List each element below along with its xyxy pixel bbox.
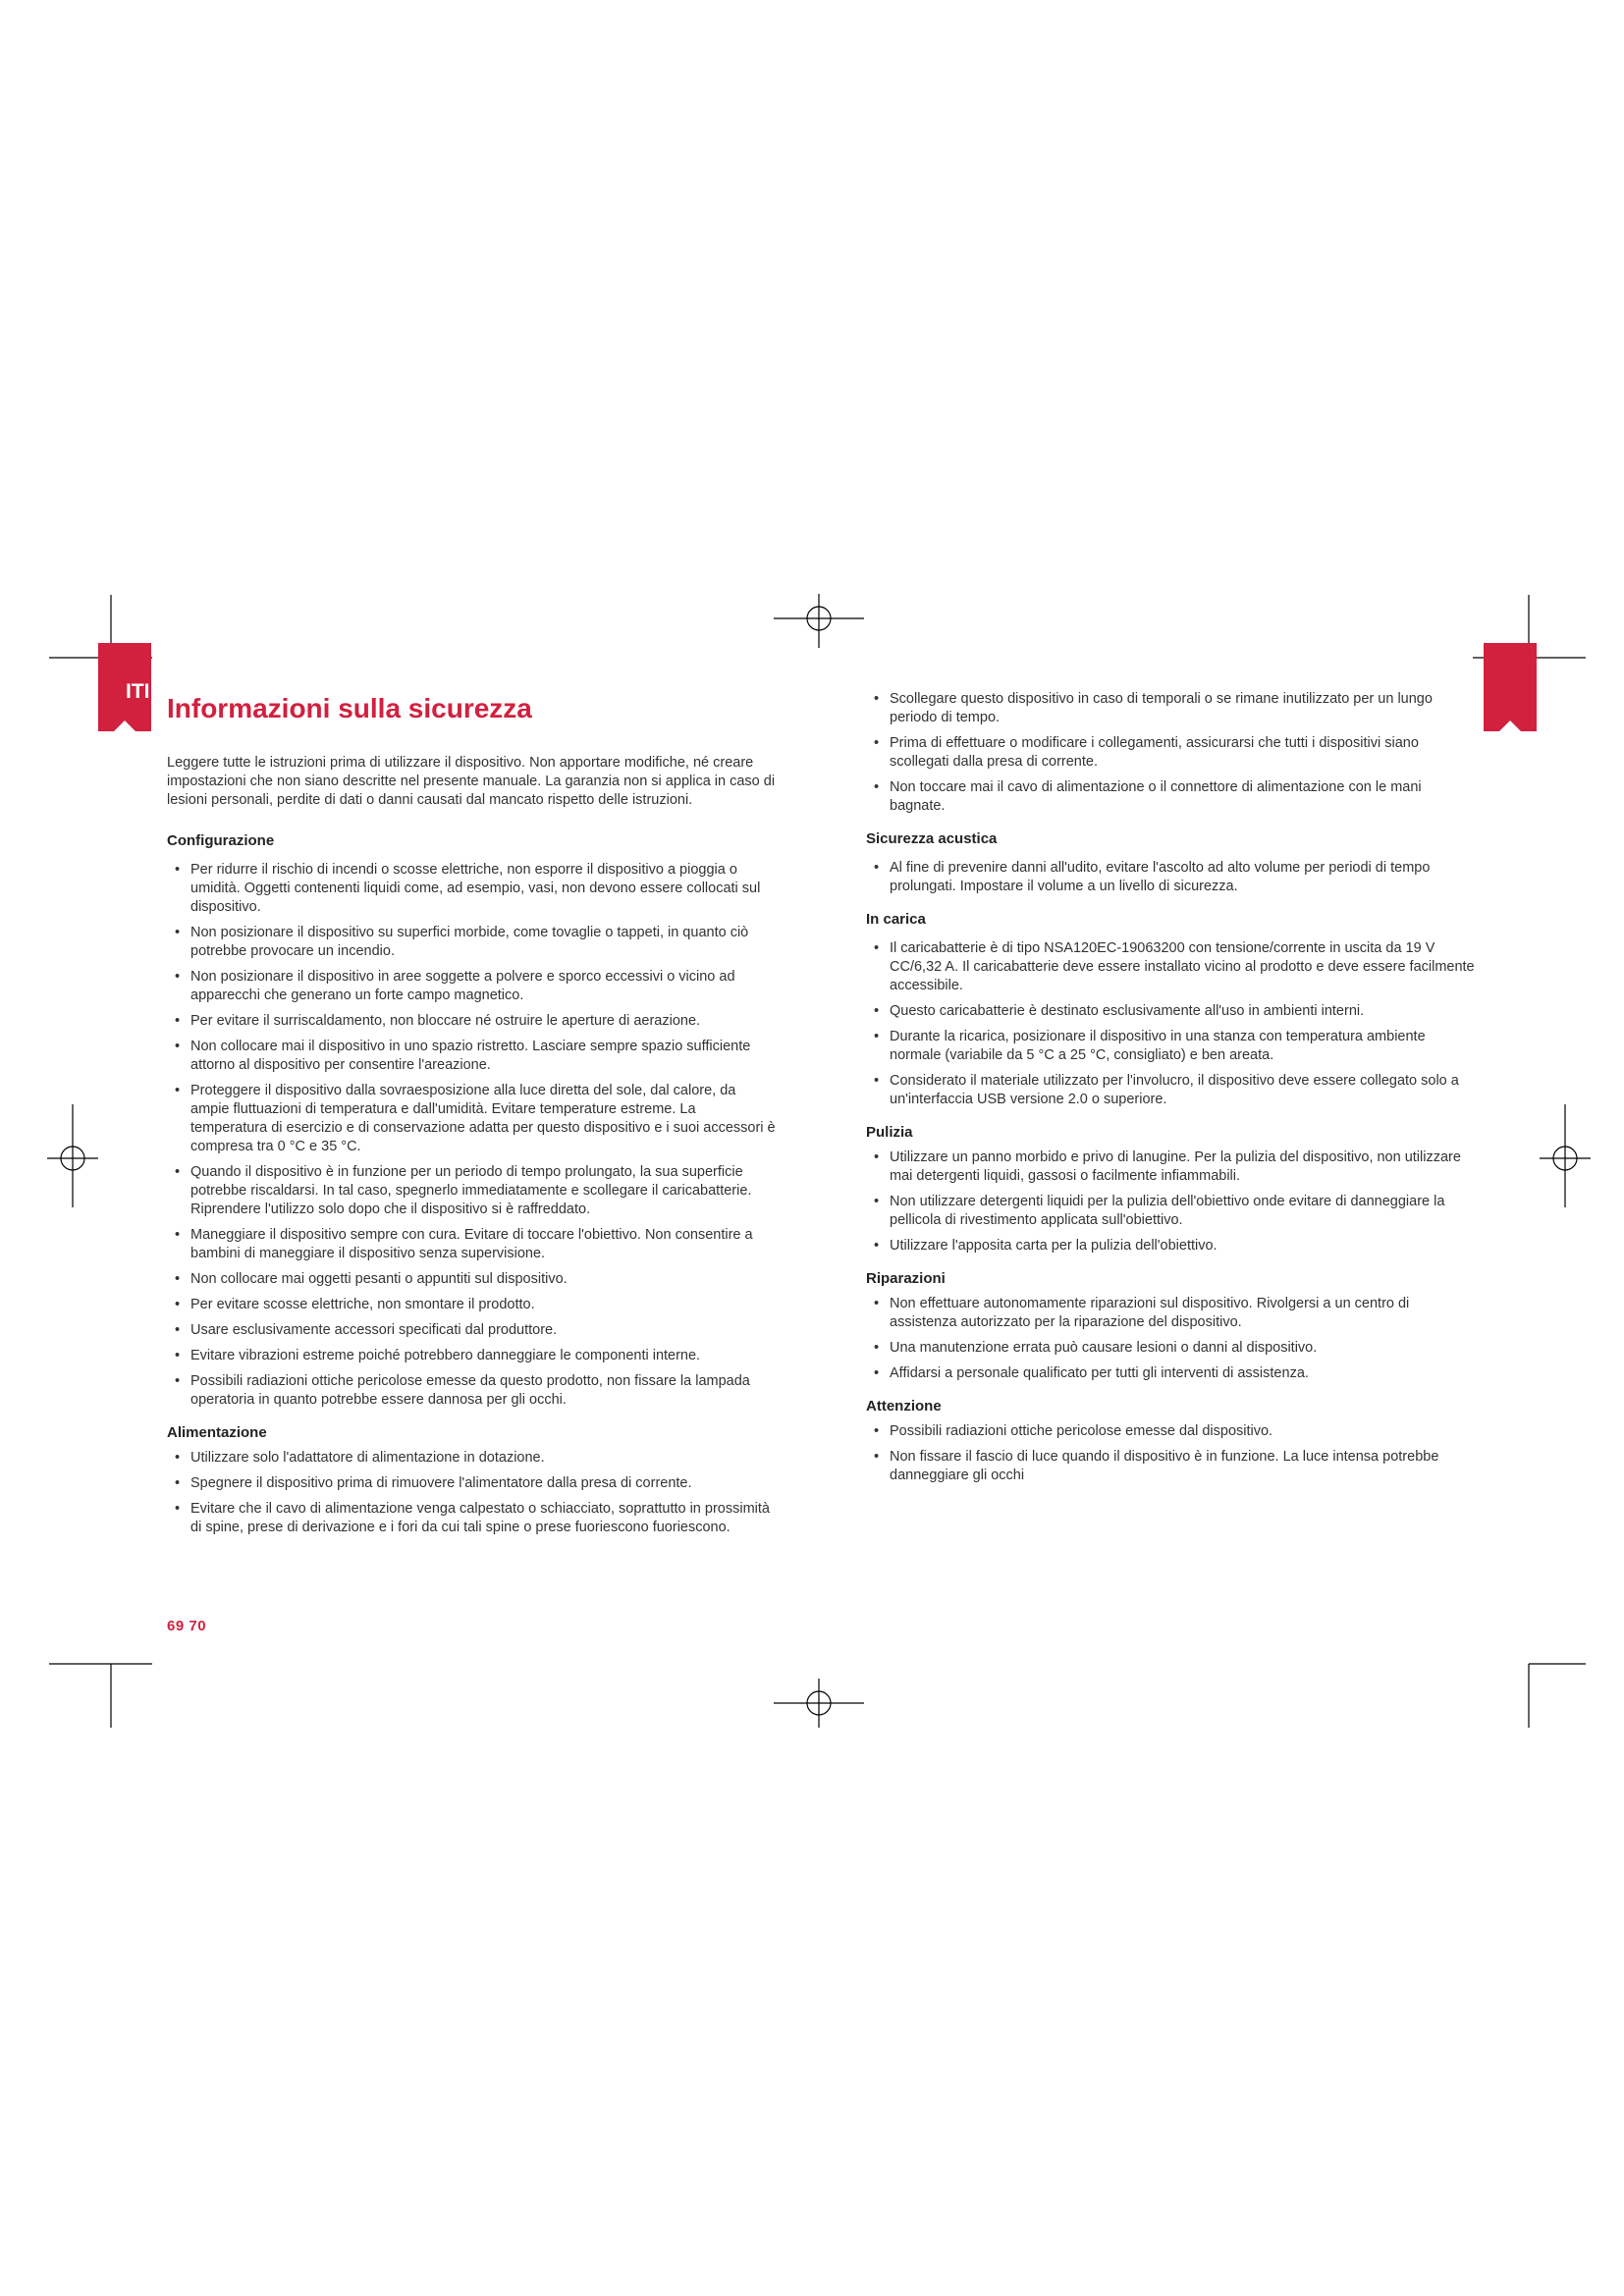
bullet-list [167,1449,776,1537]
language-tab-right [1484,643,1537,731]
list-item: • Per evitare scosse elettriche, non smontare il prodotto. [167,1296,776,1314]
list-item: • Scollegare questo dispositivo in caso di temporali o se rimane inutilizzato per un lungo periodo di tempo. [866,690,1480,727]
list-item: • Possibili radiazioni ottiche pericolose emesse dal dispositivo. [866,1422,1480,1441]
list-item: • Non posizionare il dispositivo su superfici morbide, come tovaglie o tappeti, in quanto ciò potrebbe provocare un incendio. [167,924,776,961]
bullet-list [866,1148,1480,1255]
section-riparazioni [866,1269,1480,1383]
section-attenzione [866,1397,1480,1485]
section-heading: Alimentazione [167,1424,267,1441]
list-item: • Maneggiare il dispositivo sempre con cura. Evitare di toccare l'obiettivo. Non consentire a bambini di maneggiare il dispositivo senza supervisione. [167,1226,776,1263]
section-alimentazione [167,1423,776,1537]
list-item: • Evitare che il cavo di alimentazione venga calpestato o schiacciato, soprattutto in prossimità di spine, prese di derivazione e i fori da cui tali spine o prese fuoriescono fuoriescono. [167,1500,776,1537]
intro-paragraph: Leggere tutte le istruzioni prima di utilizzare il dispositivo. Non apportare modifiche, né creare impostazioni che non siano descritte nel presente manuale. La garanzia non si applica in caso di lesioni personali, perdite di dati o danni causati dal mancato rispetto delle istruzioni. [167,755,776,808]
bullet-list [167,861,776,1410]
list-item: • Affidarsi a personale qualificato per tutti gli interventi di assistenza. [866,1364,1480,1383]
registration-mark-bottom [774,1679,864,1728]
list-item: • Non fissare il fascio di luce quando il dispositivo è in funzione. La luce intensa potrebbe danneggiare gli occhi [866,1448,1480,1485]
list-item: • Per ridurre il rischio di incendi o scosse elettriche, non esporre il dispositivo a pioggia o umidità. Oggetti contenenti liquidi come, ad esempio, vasi, non devono essere collocati sul dispositivo. [167,861,776,917]
list-item: • Non collocare mai oggetti pesanti o appuntiti sul dispositivo. [167,1270,776,1289]
list-item: • Durante la ricarica, posizionare il dispositivo in una stanza con temperatura ambiente normale (variabile da 5 °C a 25 °C, consigliato) e ben areata. [866,1028,1480,1065]
bullet-list [866,1295,1480,1383]
list-item: • Questo caricabatterie è destinato esclusivamente all'uso in ambienti interni. [866,1002,1480,1021]
list-item: • Al fine di prevenire danni all'udito, evitare l'ascolto ad alto volume per periodi di tempo prolungati. Impostare il volume a un livello di sicurezza. [866,859,1480,896]
list-item: • Prima di effettuare o modificare i collegamenti, assicurarsi che tutti i dispositivi siano scollegati dalla presa di corrente. [866,734,1480,772]
registration-mark-right [1540,1104,1591,1207]
section-heading: Attenzione [866,1398,942,1415]
left-column [167,754,776,1551]
list-item: • Utilizzare solo l'adattatore di alimentazione in dotazione. [167,1449,776,1468]
list-item: • Non effettuare autonomamente riparazioni sul dispositivo. Rivolgersi a un centro di assistenza autorizzato per la riparazione del dispositivo. [866,1295,1480,1332]
section-in-carica [866,910,1480,1109]
list-item: • Per evitare il surriscaldamento, non bloccare né ostruire le aperture di aerazione. [167,1012,776,1031]
bullet-list [866,690,1480,816]
section-heading: In carica [866,911,926,928]
registration-mark-left [47,1104,98,1207]
list-item: • Non toccare mai il cavo di alimentazione o il connettore di alimentazione con le mani bagnate. [866,778,1480,816]
section-heading: Riparazioni [866,1270,946,1287]
section-heading: Sicurezza acustica [866,830,998,847]
list-item: • Proteggere il dispositivo dalla sovraesposizione alla luce diretta del sole, dal calore, da ampie fluttuazioni di temperatura e dall'umidità. Evitare temperature estreme. La temperatura di esercizio e di conservazione adatta per questo dispositivo e i suoi accessori è compresa tra 0 °C e 35 °C. [167,1082,776,1156]
section-sicurezza-acustica [866,829,1480,896]
bullet-list [866,939,1480,1109]
list-item: • Considerato il materiale utilizzato per l'involucro, il dispositivo deve essere collegato solo a un'interfaccia USB versione 2.0 o superiore. [866,1072,1480,1109]
right-column [866,690,1480,1499]
list-item: • Quando il dispositivo è in funzione per un periodo di tempo prolungato, la sua superficie potrebbe riscaldarsi. In tal caso, spegnerlo immediatamente e scollegare il caricabatterie. Riprendere l'utilizzo solo dopo che il dispositivo si è raffreddato. [167,1163,776,1219]
list-item: • Spegnere il dispositivo prima di rimuovere l'alimentatore dalla presa di corrente. [167,1474,776,1493]
registration-mark-top [774,594,864,648]
section-heading: Pulizia [866,1124,913,1141]
section-pulizia [866,1123,1480,1255]
list-item: • Evitare vibrazioni estreme poiché potrebbero danneggiare le componenti interne. [167,1347,776,1365]
list-item: • Una manutenzione errata può causare lesioni o danni al dispositivo. [866,1339,1480,1358]
bullet-list [866,859,1480,896]
bullet-list [866,1422,1480,1485]
list-item: • Non posizionare il dispositivo in aree soggette a polvere e sporco eccessivi o vicino ad apparecchi che generano un forte campo magnetico. [167,968,776,1005]
list-item: • Non utilizzare detergenti liquidi per la pulizia dell'obiettivo onde evitare di danneggiare la pellicola di rivestimento applicata sull'obiettivo. [866,1193,1480,1230]
list-item: • Il caricabatterie è di tipo NSA120EC-19063200 con tensione/corrente in uscita da 19 V CC/6,32 A. Il caricabatterie deve essere installato vicino al prodotto e deve essere facilmente accessibile. [866,939,1480,995]
page-numbers: 69 70 [167,1618,207,1634]
section-configurazione [167,831,776,1410]
list-item: • Possibili radiazioni ottiche pericolose emesse da questo prodotto, non fissare la lampada operatoria in quanto potrebbe essere dannosa per gli occhi. [167,1372,776,1410]
section-heading: Configurazione [167,832,275,849]
section-alimentazione-continued [866,690,1480,816]
page-title: Informazioni sulla sicurezza [167,693,532,723]
list-item: • Usare esclusivamente accessori specificati dal produttore. [167,1321,776,1340]
list-item: • Utilizzare un panno morbido e privo di lanugine. Per la pulizia del dispositivo, non utilizzare mai detergenti liquidi, gassosi o facilmente infiammabili. [866,1148,1480,1186]
language-code: ITI [126,680,150,703]
list-item: • Non collocare mai il dispositivo in uno spazio ristretto. Lasciare sempre spazio sufficiente attorno al dispositivo per consentire l'areazione. [167,1038,776,1075]
list-item: • Utilizzare l'apposita carta per la pulizia dell'obiettivo. [866,1237,1480,1255]
